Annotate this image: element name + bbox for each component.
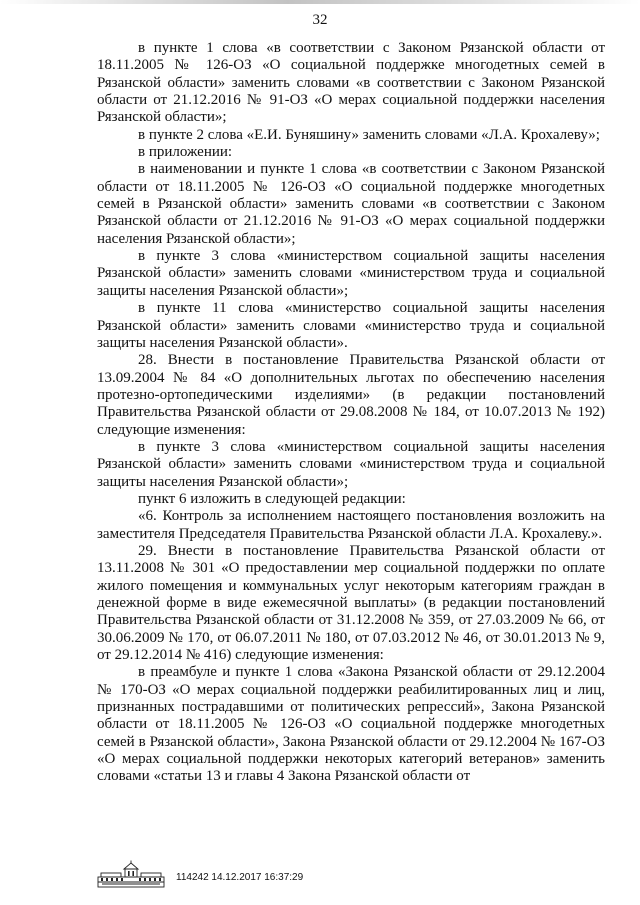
footer (97, 860, 397, 890)
paragraph-12: в преамбуле и пункте 1 слова «Закона Рязанской области от 29.12.2004 № 170-ОЗ «О мерах социальной поддержки реабилитированных лиц и лиц, признанных пострадавшими от политических репрессий», Закона Рязанской области от 18.11.2005 № 126-ОЗ «О социальной поддержке многодетных семей в Рязанской области», Закона Рязанской области от 29.12.2004 № 167-ОЗ «О мерах социальной поддержки некоторых категорий ветеранов» заменить словами «статьи 13 и главы 4 Закона Рязанской области от (97, 664, 605, 785)
government-building-logo-icon (97, 860, 165, 888)
paragraph-7: 28. Внести в постановление Правительства Рязанской области от 13.09.2004 № 84 «О дополнительных льготах по обеспечению населения протезно-ортопедическими изделиями» (в редакции постановлений Правительства Рязанской области от 29.08.2008 № 184, от 10.07.2013 № 192) следующие изменения: (97, 352, 605, 438)
page-number: 32 (312, 12, 328, 28)
paragraph-5: в пункте 3 слова «министерством социальной защиты населения Рязанской области» заменить словами «министерством труда и социальной защиты населения Рязанской области»; (97, 248, 605, 299)
paragraph-1: в пункте 1 слова «в соответствии с Законом Рязанской области от 18.11.2005 № 126-ОЗ «О социальной поддержке многодетных семей в Рязанской области» заменить словами «в соответствии с Законом Рязанской области от 21.12.2016 № 91-ОЗ «О мерах социальной поддержки населения Рязанской области»; (97, 40, 605, 126)
paragraph-4: в наименовании и пункте 1 слова «в соответствии с Законом Рязанской области от 18.11.2005 № 126-ОЗ «О социальной поддержке многодетных семей в Рязанской области» заменить словами «в соответствии с Законом Рязанской области от 21.12.2016 № 91-ОЗ «О мерах социальной поддержки населения Рязанской области»; (97, 161, 605, 247)
document-stamp: 114242 14.12.2017 16:37:29 (176, 872, 304, 883)
paragraph-10: «6. Контроль за исполнением настоящего постановления возложить на заместителя Председателя Правительства Рязанской области Л.А. Крохалеву.». (97, 508, 605, 542)
paragraph-2: в пункте 2 слова «Е.И. Буняшину» заменить словами «Л.А. Крохалеву»; (138, 126, 600, 143)
paragraph-11: 29. Внести в постановление Правительства Рязанской области от 13.11.2008 № 301 «О предоставлении мер социальной поддержки по оплате жилого помещения и коммунальных услуг некоторым категориям граждан в денежной форме в виде ежемесячной выплаты» (в редакции постановлений Правительства Рязанской области от 31.12.2008 № 359, от 27.03.2009 № 66, от 30.06.2009 № 170, от 06.07.2011 № 180, от 07.03.2012 № 46, от 30.01.2013 № 9, от 29.12.2014 № 416) следующие изменения: (97, 542, 605, 664)
paragraph-6: в пункте 11 слова «министерство социальной защиты населения Рязанской области» заменить словами «министерство труда и социальной защиты населения Рязанской области». (97, 300, 605, 351)
paragraph-9: пункт 6 изложить в следующей редакции: (138, 490, 406, 507)
paragraph-3: в приложении: (138, 144, 233, 161)
document-body (97, 40, 605, 786)
paragraph-8: в пункте 3 слова «министерством социальной защиты населения Рязанской области» заменить словами «министерством труда и социальной защиты населения Рязанской области»; (97, 438, 605, 490)
scan-edge (0, 0, 640, 4)
